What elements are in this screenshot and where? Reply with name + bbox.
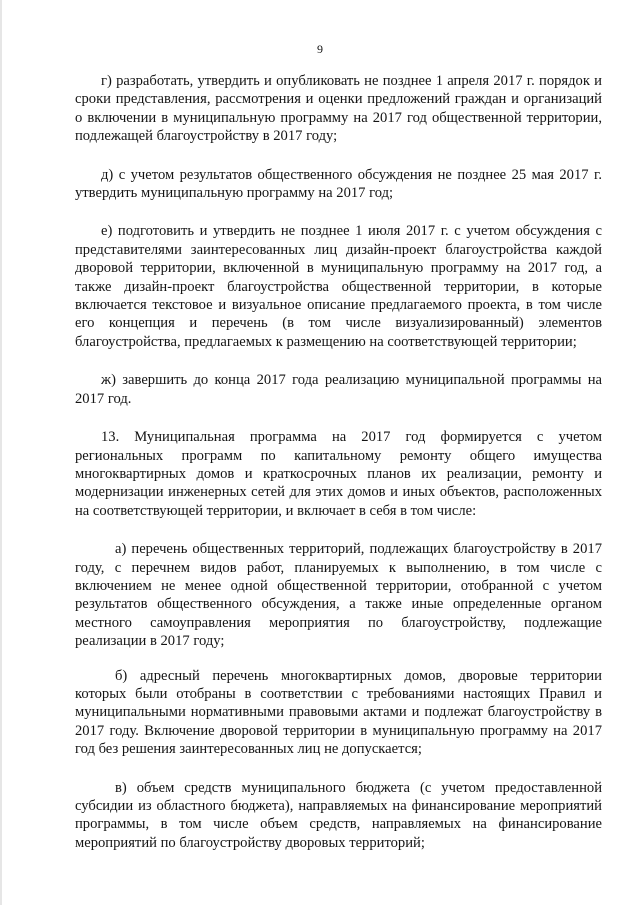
document-body bbox=[75, 72, 602, 852]
paragraph-g: г) разработать, утвердить и опубликовать не позднее 1 апреля 2017 г. порядок и сроки представления, рассмотрения и оценки предложений граждан и организаций о включении в муниципальную программу на 2017 год общественной территории, подлежащей благоустройству в 2017 году; bbox=[75, 73, 602, 145]
page-number: 9 bbox=[317, 42, 323, 56]
paragraph-d: д) с учетом результатов общественного обсуждения не позднее 25 мая 2017 г. утвердить муниципальную программу на 2017 год; bbox=[75, 166, 602, 202]
paragraph-a: а) перечень общественных территорий, подлежащих благоустройству в 2017 году, с перечнем видов работ, планируемых к выполнению, в том числе с включением не менее одной общественной территории, отобранной с учетом результатов общественного обсуждения, а также иные определенные органом местного самоуправления мероприятия по благоустройству, подлежащие реализации в 2017 году; bbox=[75, 541, 602, 650]
page-edge-shadow bbox=[0, 0, 2, 905]
paragraph-b: б) адресный перечень многоквартирных домов, дворовые территории которых были отобраны в соответствии с требованиями настоящих Правил и муниципальными нормативными правовыми актами и подлежат благоустройству в 2017 году. Включение дворовой территории в муниципальную программу на 2017 год без решения заинтересованных лиц не допускается; bbox=[75, 667, 602, 758]
paragraph-e: е) подготовить и утвердить не позднее 1 июля 2017 г. с учетом обсуждения с представителями заинтересованных лиц дизайн-проект благоустройства каждой дворовой территории, включенной в муниципальную программу на 2017 год, а также дизайн-проект благоустройства общественной территории, в которые включается текстовое и визуальное описание предлагаемого проекта, в том числе его концепция и перечень (в том числе визуализированный) элементов благоустройства, предлагаемых к размещению на соответствующей территории; bbox=[75, 223, 602, 350]
paragraph-v: в) объем средств муниципального бюджета (с учетом предоставленной субсидии из областного бюджета), направляемых на финансирование мероприятий программы, в том числе объем средств, направляемых на финансирование мероприятий по благоустройству дворовых территорий; bbox=[75, 779, 602, 851]
paragraph-zh: ж) завершить до конца 2017 года реализацию муниципальной программы на 2017 год. bbox=[75, 372, 602, 407]
paragraph-13: 13. Муниципальная программа на 2017 год формируется с учетом региональных программ по капитальному ремонту общего имущества многоквартирных домов и краткосрочных планов их реализации, ремонту и модернизации инженерных сетей для этих домов и иных объектов, расположенных на соответствующей территории, и включает в себя в том числе: bbox=[75, 429, 602, 519]
